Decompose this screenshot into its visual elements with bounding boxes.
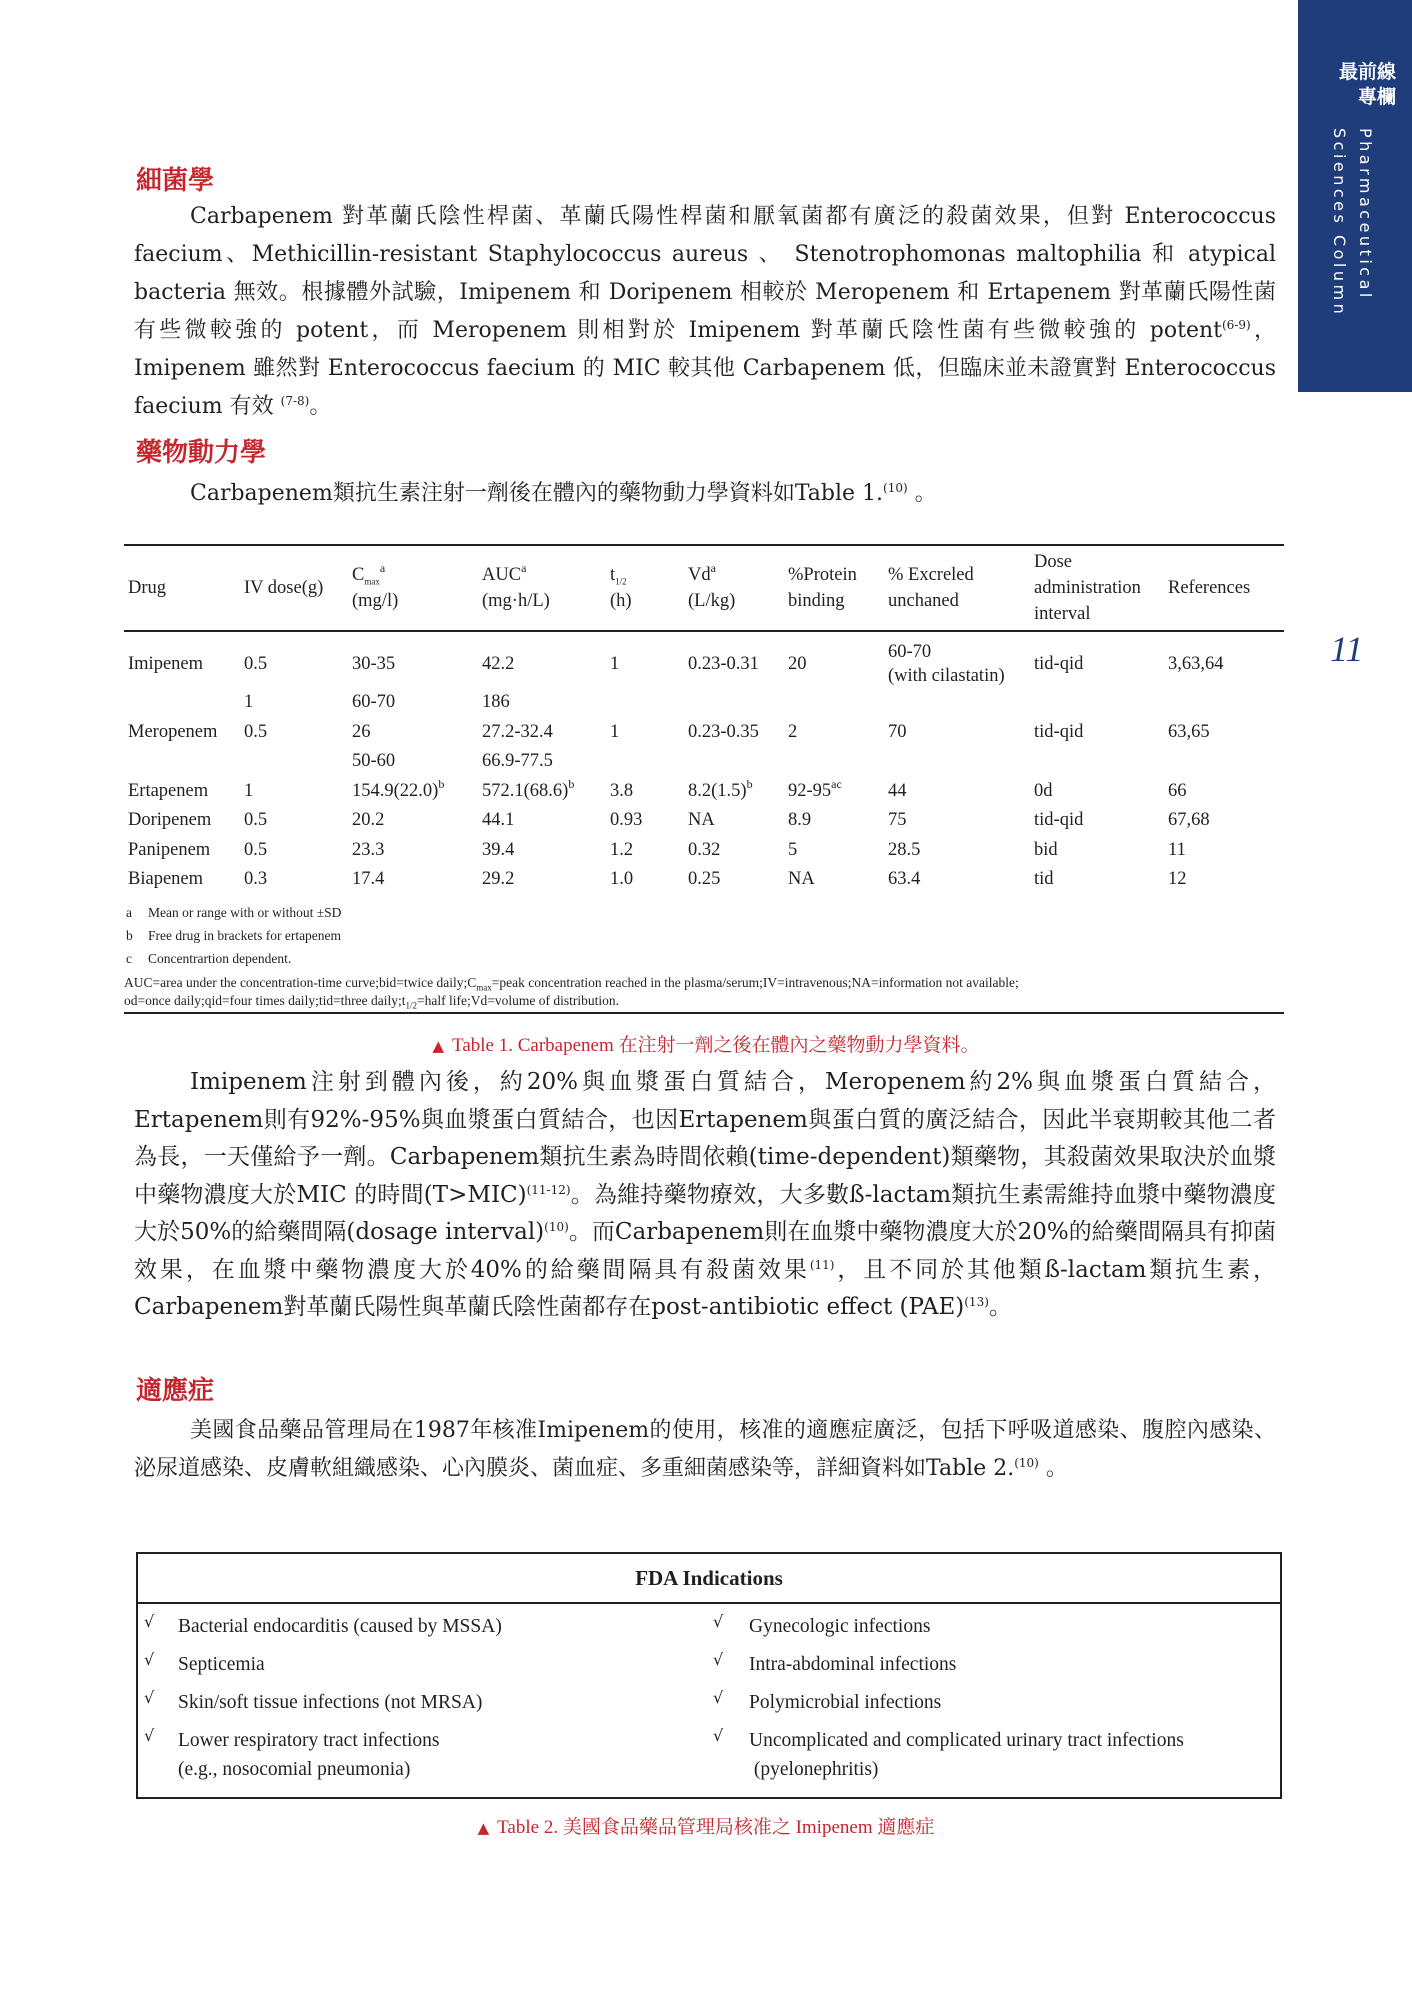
table-cell-dose: tid-qid — [1034, 721, 1084, 742]
indication-row — [138, 1688, 1280, 1717]
checkmark-icon: √ — [713, 1612, 724, 1631]
table-cell-protein: 2 — [788, 721, 798, 742]
table-cell-auc: 66.9-77.5 — [482, 751, 553, 772]
table-cell-protein — [784, 747, 884, 777]
table-2-caption: ▲ Table 2. 美國食品藥品管理局核准之 Imipenem 適應症 — [477, 1817, 935, 1838]
table-cell-refs: 63,65 — [1168, 721, 1210, 742]
table-cell-refs: 67,68 — [1168, 810, 1210, 831]
indication-item — [709, 1688, 1280, 1717]
table-cell-drug: Biapenem — [128, 869, 204, 890]
table-cell-ivdose: 0.5 — [244, 721, 268, 742]
table-row — [124, 631, 1284, 688]
indication-item — [709, 1650, 1280, 1679]
table-cell-refs: 66 — [1168, 780, 1187, 801]
indication-text: Gynecologic infections — [749, 1616, 931, 1637]
table-cell-refs: 11 — [1168, 839, 1186, 860]
table-cell-vd — [684, 688, 784, 718]
table-cell-cmax: 20.2 — [352, 810, 385, 831]
table-cell-refs: 12 — [1168, 869, 1187, 890]
table-cell-dose — [1030, 688, 1164, 718]
table-cell-protein: $92-95^{ac}$ — [788, 776, 842, 801]
table-cell-ivdose: 1 — [244, 780, 254, 801]
table-cell-auc: 27.2-32.4 — [482, 721, 553, 742]
table-cell-t12: 1.0 — [610, 869, 634, 890]
table-cell-ivdose: 0.5 — [244, 839, 268, 860]
table-cell-t12 — [606, 688, 684, 718]
indication-item — [138, 1726, 709, 1784]
table-cell-excreted: 28.5 — [888, 839, 921, 860]
indication-row — [138, 1650, 1280, 1679]
table-cell-excreted: 75 — [888, 810, 907, 831]
table-cell-drug: Ertapenem — [128, 780, 209, 801]
table-cell-dose: tid — [1034, 869, 1054, 890]
table-cell-cmax: 50-60 — [352, 751, 396, 772]
table-note: a Mean or range with or without ±SD — [126, 904, 342, 920]
table-cell-auc: 44.1 — [482, 810, 515, 831]
table-cell-ivdose: 1 — [244, 692, 254, 713]
table-cell-protein: 20 — [788, 653, 807, 674]
table-cell-vd: NA — [688, 810, 715, 831]
table-cell-t12: 3.8 — [610, 780, 634, 801]
indication-text: Bacterial endocarditis (caused by MSSA) — [178, 1616, 502, 1637]
section-title-bacteriology: 細菌學 — [136, 166, 215, 196]
table-row — [124, 836, 1284, 866]
indication-item — [138, 1688, 709, 1717]
th-references: References — [1164, 545, 1284, 631]
th-ivdose: IV dose(g) — [240, 545, 348, 631]
table-cell-vd: 0.32 — [688, 839, 721, 860]
table-cell-t12 — [606, 747, 684, 777]
paragraph-pk-details: Imipenem注射到體內後，約20%與血漿蛋白質結合，Meropenem約2%與血漿蛋白質結合，Ertapenem則有92%-95%與血漿蛋白質結合，也因Ertapenem與蛋白質的廣泛結合，因此半衰期較其他二者為長，一天僅給予一劑。Carbapenem類抗生素為時間依賴(time-dependent)類藥物，其殺菌效果取決於血漿中藥物濃度大於MIC 的時間(T>MIC)$^{(11-12)}$。為維持藥物療效，大多數ß-lactam類抗生素需維持血漿中藥物濃度大於50%的給藥間隔(dosage interval)$^{(10)}$。而Carbapenem則在血漿中藥物濃度大於20%的給藥間隔具有抑菌效果，在血漿中藥物濃度大於40%的給藥間隔具有殺菌效果$^{(11)}$，且不同於其他類ß-lactam類抗生素，Carbapenem對革蘭氏陽性與革蘭氏陰性菌都存在post-antibiotic effect (PAE)$^{(13)}$。 — [134, 1069, 1277, 1320]
table-1 — [124, 544, 1284, 1014]
th-excreted: % Excreled unchaned — [884, 545, 1030, 631]
table-cell-drug: Meropenem — [128, 721, 218, 742]
table-cell-cmax: 30-35 — [352, 653, 396, 674]
table-cell-drug: Doripenem — [128, 810, 212, 831]
indication-item — [709, 1612, 1280, 1641]
table-cell-auc: 29.2 — [482, 869, 515, 890]
table-1-notes — [124, 901, 1284, 1014]
checkmark-icon: √ — [713, 1688, 724, 1707]
table-cell-protein: NA — [788, 869, 815, 890]
pk-table — [124, 544, 1284, 901]
checkmark-icon: √ — [144, 1650, 155, 1669]
table-note: c Concentrartion dependent. — [126, 950, 292, 966]
table-cell-vd: 0.25 — [688, 869, 721, 890]
indication-item — [709, 1726, 1280, 1784]
table-cell-drug — [124, 747, 240, 777]
table-cell-cmax: 26 — [352, 721, 371, 742]
table-cell-excreted: 70 — [888, 721, 907, 742]
checkmark-icon: √ — [144, 1688, 155, 1707]
table-cell-excreted — [884, 688, 1030, 718]
page-number: 11 — [1330, 629, 1364, 669]
table-cell-ivdose: 0.3 — [244, 869, 268, 890]
table-cell-vd: $8.2(1.5)^b$ — [688, 776, 753, 801]
table-cell-drug — [124, 688, 240, 718]
table-row — [124, 688, 1284, 718]
table-cell-dose — [1030, 747, 1164, 777]
table-cell-dose: tid-qid — [1034, 653, 1084, 674]
table-cell-dose: bid — [1034, 839, 1058, 860]
indication-text: Septicemia — [178, 1654, 265, 1675]
table-row — [124, 865, 1284, 901]
table-cell-auc: $572.1(68.6)^b$ — [482, 776, 575, 801]
paragraph-indications: 美國食品藥品管理局在1987年核准Imipenem的使用，核准的適應症廣泛，包括下呼吸道感染、腹腔內感染、泌尿道感染、皮膚軟組織感染、心內膜炎、菌血症、多重細菌感染等，詳細資料如Table 2.$^{(10)}$ 。 — [134, 1418, 1276, 1481]
table-cell-dose: tid-qid — [1034, 810, 1084, 831]
table-cell-protein: 8.9 — [788, 810, 812, 831]
abbreviations-line-1: AUC=area under the concentration-time curve;bid=twice $daily;C_{max}=peak$ concentration reached in the plasma/serum;IV=intravenous;NA=information not available; — [124, 974, 1019, 993]
th-cmax: $C_{max}^a$ (mg/l) — [348, 545, 478, 631]
column-title-cn: 最前線 專欄 — [1338, 61, 1396, 108]
table-cell-t12: 0.93 — [610, 810, 643, 831]
table-note: b Free drug in brackets for ertapenem — [126, 927, 342, 943]
indication-text: Polymicrobial infections — [749, 1692, 942, 1713]
section-title-indications: 適應症 — [136, 1376, 215, 1406]
table-cell-excreted: 60-70 (with cilastatin) — [888, 642, 1005, 686]
section-title-pharmacokinetics: 藥物動力學 — [136, 438, 267, 468]
table-cell-ivdose: 0.5 — [244, 810, 268, 831]
th-auc: AUC$^a$ (mg·h/L) — [478, 545, 606, 631]
table-cell-dose: 0d — [1034, 780, 1053, 801]
table-cell-refs: 3,63,64 — [1168, 653, 1224, 674]
indication-text: Intra-abdominal infections — [749, 1654, 957, 1675]
table-cell-drug: Panipenem — [128, 839, 211, 860]
checkmark-icon: √ — [713, 1726, 724, 1745]
column-side-tab — [1298, 0, 1412, 392]
indication-row — [138, 1612, 1280, 1641]
th-dose-interval: Dose administration interval — [1030, 545, 1164, 631]
table-cell-protein: 5 — [788, 839, 798, 860]
indication-text: Lower respiratory tract infections — [178, 1730, 440, 1751]
table-row — [124, 806, 1284, 836]
indication-text-line2: (pyelonephritis) — [749, 1759, 879, 1780]
column-title-en-line1: Pharmaceutical — [1356, 128, 1375, 301]
table-cell-vd — [684, 747, 784, 777]
th-half-life: $t_{1/2}$ (h) — [606, 545, 684, 631]
table-cell-auc: 42.2 — [482, 653, 515, 674]
table-2 — [136, 1552, 1282, 1799]
table-cell-auc: 186 — [482, 692, 510, 713]
table-cell-drug: Imipenem — [128, 653, 204, 674]
table-cell-cmax: $154.9(22.0)^b$ — [352, 776, 445, 801]
table-row — [124, 718, 1284, 748]
indication-item — [138, 1650, 709, 1679]
table-cell-excreted: 44 — [888, 780, 907, 801]
table-cell-auc: 39.4 — [482, 839, 515, 860]
table-cell-refs — [1164, 688, 1284, 718]
column-title-en-line2: Sciences Column — [1330, 128, 1349, 318]
th-drug: Drug — [124, 545, 240, 631]
table-cell-excreted — [884, 747, 1030, 777]
paragraph-pk-intro: Carbapenem類抗生素注射一劑後在體內的藥物動力學資料如Table 1.$^{(10)}$ 。 — [190, 481, 937, 506]
th-protein-binding: %Protein binding — [784, 545, 884, 631]
table-cell-cmax: 60-70 — [352, 692, 396, 713]
table-cell-t12: 1.2 — [610, 839, 634, 860]
table-cell-t12: 1 — [610, 721, 620, 742]
table-header-row — [124, 545, 1284, 631]
checkmark-icon: √ — [144, 1612, 155, 1631]
table-1-caption: ▲ Table 1. Carbapenem 在注射一劑之後在體內之藥物動力學資料。 — [432, 1035, 980, 1056]
table-row — [124, 777, 1284, 807]
table-cell-ivdose — [240, 747, 348, 777]
table-cell-ivdose: 0.5 — [244, 653, 268, 674]
table-row — [124, 747, 1284, 777]
table-cell-cmax: 23.3 — [352, 839, 385, 860]
pk-table-body — [124, 631, 1284, 901]
indication-text: Skin/soft tissue infections (not MRSA) — [178, 1692, 483, 1713]
table-cell-protein — [784, 688, 884, 718]
abbreviations-line-2: od=once daily;qid=four times daily;tid=three $daily;t_{1/2}=half$ life;Vd=volume of distribution. — [124, 992, 619, 1011]
th-vd: Vd$^a$ (L/kg) — [684, 545, 784, 631]
indication-text-line2: (e.g., nosocomial pneumonia) — [178, 1759, 411, 1780]
table-cell-vd: 0.23-0.35 — [688, 721, 759, 742]
checkmark-icon: √ — [144, 1726, 155, 1745]
indication-row — [138, 1726, 1280, 1784]
paragraph-bacteriology: Carbapenem 對革蘭氏陰性桿菌、革蘭氏陽性桿菌和厭氧菌都有廣泛的殺菌效果，但對 Enterococcus faecium、Methicillin-resistant Staphylococcus aureus 、 Stenotrophomonas maltophilia 和 atypical bacteria 無效。根據體外試驗，Imipenem 和 Doripenem 相較於 Meropenem 和 Ertapenem 對革蘭氏陽性菌有些微較強的 potent，而 Meropenem 則相對於 Imipenem 對革蘭氏陰性菌有些微較強的 potent$^{(6-9)}$，Imipenem 雖然對 Enterococcus faecium 的 MIC 較其他 Carbapenem 低，但臨床並未證實對 Enterococcus faecium 有效 $^{(7-8)}$。 — [134, 204, 1276, 419]
table-cell-vd: 0.23-0.31 — [688, 653, 759, 674]
table-2-title: FDA Indications — [138, 1554, 1280, 1604]
table-cell-excreted: 63.4 — [888, 869, 921, 890]
triangle-icon: ▲ — [477, 1819, 490, 1837]
indication-item — [138, 1612, 709, 1641]
triangle-icon: ▲ — [432, 1037, 445, 1055]
table-cell-refs — [1164, 747, 1284, 777]
checkmark-icon: √ — [713, 1650, 724, 1669]
table-cell-cmax: 17.4 — [352, 869, 385, 890]
table-cell-t12: 1 — [610, 653, 620, 674]
indication-text: Uncomplicated and complicated urinary tract infections — [749, 1730, 1184, 1751]
